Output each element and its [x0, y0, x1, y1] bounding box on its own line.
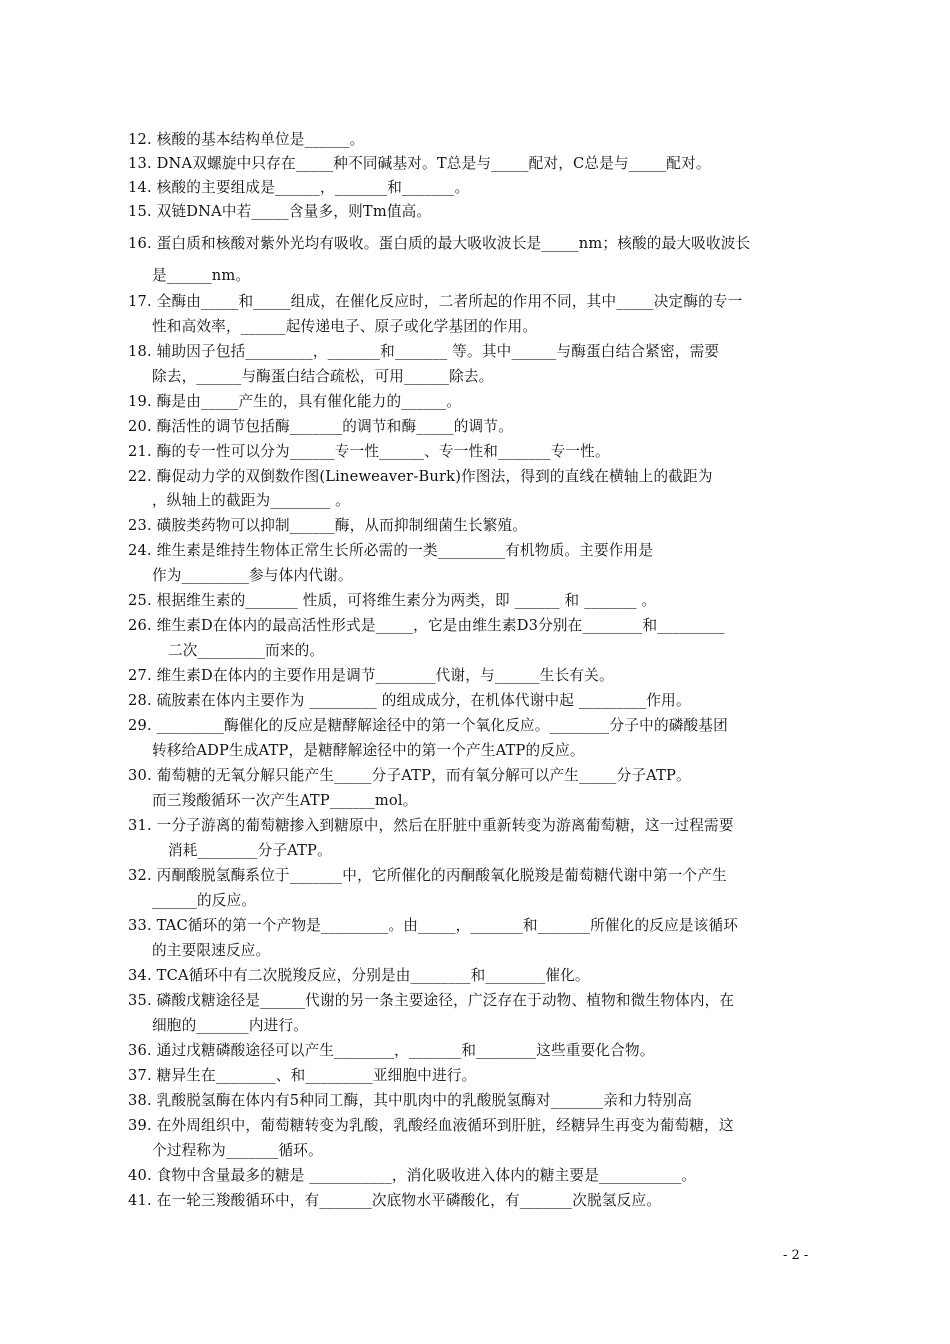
question-33-cont: 的主要限速反应。 [152, 942, 271, 959]
question-26: 26. 维生素D在体内的最高活性形式是_____，它是由维生素D3分别在________和_________ [128, 617, 725, 634]
question-22: 22. 酶促动力学的双倒数作图(Lineweaver-Burk)作图法，得到的直线在横轴上的截距为 [128, 468, 713, 485]
question-23: 23. 磺胺类药物可以抑制______酶，从而抑制细菌生长繁殖。 [128, 517, 528, 534]
question-39-cont: 个过程称为_______循环。 [152, 1142, 323, 1159]
question-40: 40. 食物中含量最多的糖是 ___________，消化吸收进入体内的糖主要是___________。 [128, 1167, 697, 1184]
question-18: 18. 辅助因子包括_________，_______和_______ 等。其中______与酶蛋白结合紧密，需要 [128, 343, 720, 360]
question-16-cont: 是______nm。 [152, 267, 251, 284]
question-38: 38. 乳酸脱氢酶在体内有5种同工酶，其中肌肉中的乳酸脱氢酶对_______亲和力特别高 [128, 1092, 693, 1109]
question-33: 33. TAC循环的第一个产物是_________。由_____，_______和_______所催化的反应是该循环 [128, 917, 739, 934]
question-31: 31. 一分子游离的葡萄糖掺入到糖原中，然后在肝脏中重新转变为游离葡萄糖，这一过程需要 [128, 817, 734, 834]
question-35: 35. 磷酸戊糖途径是______代谢的另一条主要途径，广泛存在于动物、植物和微生物体内，在 [128, 992, 735, 1009]
question-39: 39. 在外周组织中，葡萄糖转变为乳酸，乳酸经血液循环到肝脏，经糖异生再变为葡萄糖，这 [128, 1117, 734, 1134]
question-27: 27. 维生素D在体内的主要作用是调节________代谢，与______生长有关。 [128, 667, 614, 684]
question-13: 13. DNA双螺旋中只存在_____种不同碱基对。T总是与_____配对，C总是与_____配对。 [128, 155, 711, 172]
question-36: 36. 通过戊糖磷酸途径可以产生________，_______和________这些重要化合物。 [128, 1042, 655, 1059]
question-15: 15. 双链DNA中若_____含量多，则Tm值高。 [128, 203, 432, 220]
question-26-cont: 二次_________而来的。 [168, 642, 325, 659]
question-32: 32. 丙酮酸脱氢酶系位于_______中，它所催化的丙酮酸氧化脱羧是葡萄糖代谢中第一个产生 [128, 867, 727, 884]
page-number: - 2 - [783, 1248, 809, 1263]
question-28: 28. 硫胺素在体内主要作为 _________ 的组成成分，在机体代谢中起 _________作用。 [128, 692, 691, 709]
question-12: 12. 核酸的基本结构单位是______。 [128, 131, 365, 148]
question-31-cont: 消耗________分子ATP。 [168, 842, 332, 859]
question-18-cont: 除去，______与酶蛋白结合疏松，可用______除去。 [152, 368, 494, 385]
question-35-cont: 细胞的_______内进行。 [152, 1017, 309, 1034]
question-21: 21. 酶的专一性可以分为______专一性______、专一性和_______专一性。 [128, 443, 610, 460]
question-24: 24. 维生素是维持生物体正常生长所必需的一类_________有机物质。主要作用是 [128, 542, 654, 559]
question-32-cont: ______的反应。 [152, 892, 257, 909]
question-41: 41. 在一轮三羧酸循环中，有_______次底物水平磷酸化，有_______次脱氢反应。 [128, 1192, 662, 1209]
question-16: 16. 蛋白质和核酸对紫外光均有吸收。蛋白质的最大吸收波长是_____nm；核酸的最大吸收波长 [128, 235, 751, 252]
question-17-cont: 性和高效率，______起传递电子、原子或化学基团的作用。 [152, 318, 538, 335]
question-29: 29. _________酶催化的反应是糖酵解途径中的第一个氧化反应。________分子中的磷酸基团 [128, 717, 728, 734]
question-24-cont: 作为_________参与体内代谢。 [152, 567, 353, 584]
question-29-cont: 转移给ADP生成ATP，是糖酵解途径中的第一个产生ATP的反应。 [152, 742, 585, 759]
question-20: 20. 酶活性的调节包括酶_______的调节和酶_____的调节。 [128, 418, 513, 435]
question-37: 37. 糖异生在________、和_________亚细胞中进行。 [128, 1067, 477, 1084]
question-30: 30. 葡萄糖的无氧分解只能产生_____分子ATP，而有氧分解可以产生_____分子ATP。 [128, 767, 691, 784]
question-17: 17. 全酶由_____和_____组成，在催化反应时，二者所起的作用不同，其中_____决定酶的专一 [128, 293, 743, 310]
question-22-cont: ，纵轴上的截距为________ 。 [152, 492, 350, 509]
question-19: 19. 酶是由_____产生的，具有催化能力的______。 [128, 393, 462, 410]
question-25: 25. 根据维生素的_______ 性质，可将维生素分为两类，即 ______ 和 _______ 。 [128, 592, 657, 609]
question-14: 14. 核酸的主要组成是______，_______和_______。 [128, 179, 470, 196]
question-34: 34. TCA循环中有二次脱羧反应，分别是由________和________催化。 [128, 967, 590, 984]
question-30-cont: 而三羧酸循环一次产生ATP______mol。 [152, 792, 418, 809]
